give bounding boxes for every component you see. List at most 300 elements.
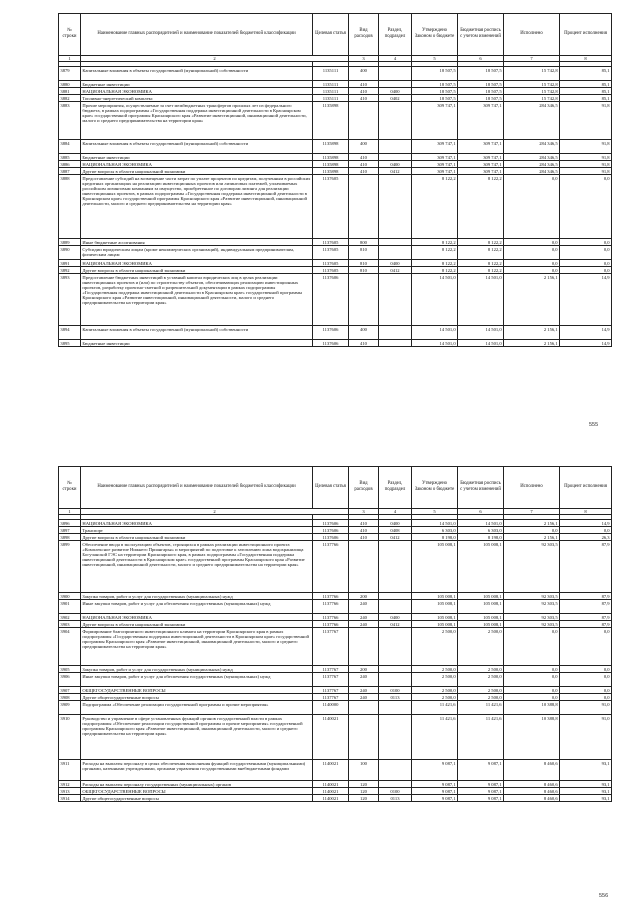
cell-name: Подпрограмма «Обеспечение реализации государственной программы и прочие мероприятия» (81, 701, 313, 715)
cell-executed: 10 388,8 (504, 701, 560, 715)
cell-name: Транспорт (81, 527, 313, 534)
table-row (59, 541, 612, 593)
cell-expense-type (349, 715, 379, 760)
cell-section (379, 340, 412, 347)
cell-percent: 0,0 (560, 246, 612, 260)
cell-executed: 0,0 (504, 687, 560, 694)
header-row (59, 14, 612, 56)
cell-approved: 14 501,0 (412, 340, 458, 347)
cell-approved: 309 747,1 (412, 154, 458, 161)
cell-expense-type: 410 (349, 534, 379, 541)
cell-executed: 2 156,1 (504, 340, 560, 347)
cell-executed: 0,0 (504, 239, 560, 246)
cell-executed: 10 388,8 (504, 715, 560, 760)
cell-name: НАЦИОНАЛЬНАЯ ЭКОНОМИКА (81, 161, 313, 168)
cell-executed: 0,0 (504, 527, 560, 534)
cell-budget-painting: 11 421,6 (458, 715, 504, 760)
cell-section (379, 701, 412, 715)
cell-approved: 2 500,0 (412, 687, 458, 694)
cell-budget-painting: 18 507,5 (458, 81, 504, 88)
cell-target-article: 1137767 (313, 687, 349, 694)
cell-name: Капитальные вложения в объекты государственной (муниципальной) собственности (81, 140, 313, 154)
cell-percent: 87,9 (560, 614, 612, 621)
cell-approved: 105 008,1 (412, 541, 458, 593)
table-row (59, 687, 612, 694)
cell-name: Бюджетные инвестиции (81, 340, 313, 347)
cell-row-number: 3888 (59, 175, 81, 239)
cell-section: 0400 (379, 520, 412, 527)
cell-executed: 284 346,5 (504, 168, 560, 175)
cell-budget-painting: 8 122,2 (458, 239, 504, 246)
cell-name: Обеспечение ввода в эксплуатацию объектов, строящихся в рамках реализации инвестиционного проекта «Комплексное развитие Нижнего Приангарья» и мероприятий по подготовке к затоплению ложа водохранилища Богучанской ГЭС на территории Красноярского края, в рамках подпрограммы «Государственная поддержка инвестиционной деятельности в Красноярском крае» государственной программы Красноярского края «Развитие инвестиционной, инновационной деятельности, малого и среднего предпринимательства на территории края» (81, 541, 313, 593)
cell-approved: 8 122,2 (412, 246, 458, 260)
cell-section (379, 246, 412, 260)
cell-expense-type: 410 (349, 88, 379, 95)
cell-row-number: 3898 (59, 534, 81, 541)
cell-budget-painting: 8 198,0 (458, 534, 504, 541)
cell-executed: 2 156,1 (504, 274, 560, 326)
cell-row-number: 3914 (59, 795, 81, 802)
cell-section: 0400 (379, 161, 412, 168)
cell-percent: 0,0 (560, 239, 612, 246)
table-row (59, 673, 612, 687)
cell-budget-painting: 9 087,1 (458, 760, 504, 781)
cell-row-number: 3887 (59, 168, 81, 175)
cell-expense-type: 810 (349, 260, 379, 267)
cell-section: 0113 (379, 795, 412, 802)
cell-expense-type: 810 (349, 246, 379, 260)
cell-approved: 8 122,2 (412, 239, 458, 246)
table-row (59, 246, 612, 260)
table-row (59, 326, 612, 340)
cell-executed: 8 460,6 (504, 760, 560, 781)
cell-budget-painting: 9 087,1 (458, 781, 504, 788)
cell-target-article: 1137606 (313, 527, 349, 534)
cell-name: Закупка товаров, работ и услуг для государственных (муниципальных) нужд (81, 666, 313, 673)
header-vr: Вид расходов (349, 14, 379, 56)
cell-percent: 14,9 (560, 274, 612, 326)
cell-approved: 309 747,1 (412, 161, 458, 168)
cell-expense-type: 120 (349, 788, 379, 795)
cell-percent: 91,8 (560, 140, 612, 154)
cell-expense-type: 240 (349, 694, 379, 701)
cell-budget-painting: 105 008,1 (458, 600, 504, 614)
cell-name: Другие общегосударственные вопросы (81, 795, 313, 802)
cell-expense-type (349, 274, 379, 326)
cell-row-number: 3882 (59, 95, 81, 102)
budget-table (58, 13, 612, 347)
header-razd: Раздел, подраздел (379, 14, 412, 56)
cell-row-number: 3911 (59, 760, 81, 781)
cell-budget-painting: 8 122,2 (458, 267, 504, 274)
cell-row-number: 3909 (59, 701, 81, 715)
cell-target-article: 1135111 (313, 95, 349, 102)
cell-expense-type: 410 (349, 81, 379, 88)
cell-expense-type: 410 (349, 340, 379, 347)
column-number: 2 (81, 55, 349, 61)
cell-percent: 0,0 (560, 527, 612, 534)
cell-approved: 18 507,5 (412, 81, 458, 88)
cell-section: 0400 (379, 88, 412, 95)
cell-section: 0412 (379, 267, 412, 274)
header-approved: Утверждено Законом о бюджете (412, 467, 458, 509)
header-name: Наименование главных распорядителей и наименование показателей бюджетной классификации (81, 467, 313, 509)
cell-approved: 18 507,5 (412, 67, 458, 81)
cell-target-article: 1137767 (313, 628, 349, 666)
cell-approved: 6 303,0 (412, 527, 458, 534)
cell-name: НАЦИОНАЛЬНАЯ ЭКОНОМИКА (81, 614, 313, 621)
cell-approved: 9 087,1 (412, 788, 458, 795)
cell-name: Предоставление субсидий на возмещение части затрат по уплате процентов по кредитам, полученным в российских кредитных организациях на реализацию инвестиционных проектов или лизинговых платежей, уплачиваемых российским лизинговым компаниям за имущество, приобретенное по договорам лизинга для реализации инвестиционных проектов, в рамках подпрограммы «Государственная поддержка инвестиционной деятельности в Красноярском крае» государственной программы Красноярского края «Развитие инвестиционной, инновационной деятельности, малого и среднего предпринимательства на территории края» (81, 175, 313, 239)
header-approved: Утверждено Законом о бюджете (412, 14, 458, 56)
cell-section (379, 81, 412, 88)
cell-target-article: 1140021 (313, 760, 349, 781)
table-row (59, 760, 612, 781)
table-row (59, 81, 612, 88)
cell-budget-painting: 2 500,0 (458, 628, 504, 666)
cell-executed: 0,0 (504, 694, 560, 701)
header-num: № строки (59, 14, 81, 56)
cell-percent: 0,0 (560, 687, 612, 694)
cell-expense-type: 100 (349, 760, 379, 781)
cell-approved: 9 087,1 (412, 760, 458, 781)
column-number: 3 (349, 508, 379, 514)
cell-target-article: 1140021 (313, 788, 349, 795)
cell-budget-painting: 8 122,2 (458, 246, 504, 260)
cell-budget-painting: 14 501,0 (458, 274, 504, 326)
header-code: Целевая статья (313, 14, 349, 56)
cell-target-article: 1135898 (313, 154, 349, 161)
cell-budget-painting: 14 501,0 (458, 326, 504, 340)
cell-row-number: 3889 (59, 239, 81, 246)
cell-row-number: 3899 (59, 541, 81, 593)
column-number: 1 (59, 55, 81, 61)
cell-target-article: 1137605 (313, 175, 349, 239)
cell-percent: 26,3 (560, 534, 612, 541)
report-page-1 (0, 0, 640, 440)
cell-expense-type: 240 (349, 614, 379, 621)
cell-approved: 2 500,0 (412, 666, 458, 673)
table-row (59, 267, 612, 274)
cell-approved: 14 501,0 (412, 326, 458, 340)
table-row (59, 534, 612, 541)
cell-name: Капитальные вложения в объекты государственной (муниципальной) собственности (81, 67, 313, 81)
cell-row-number: 3879 (59, 67, 81, 81)
table-row (59, 666, 612, 673)
header-name: Наименование главных распорядителей и наименование показателей бюджетной классификации (81, 14, 313, 56)
header-razd: Раздел, подраздел (379, 467, 412, 509)
cell-target-article: 1135898 (313, 140, 349, 154)
cell-approved: 105 008,1 (412, 593, 458, 600)
cell-row-number: 3883 (59, 102, 81, 140)
cell-section: 0412 (379, 168, 412, 175)
cell-approved: 2 500,0 (412, 673, 458, 687)
cell-budget-painting: 2 500,0 (458, 673, 504, 687)
cell-target-article: 1137766 (313, 541, 349, 593)
cell-target-article: 1137766 (313, 593, 349, 600)
cell-budget-painting: 309 747,1 (458, 102, 504, 140)
header-executed: Исполнено (504, 467, 560, 509)
table-row (59, 781, 612, 788)
cell-executed: 284 346,5 (504, 102, 560, 140)
cell-approved: 2 500,0 (412, 628, 458, 666)
cell-budget-painting: 9 087,1 (458, 788, 504, 795)
column-number: 1 (59, 508, 81, 514)
cell-budget-painting: 11 421,6 (458, 701, 504, 715)
cell-executed: 92 303,5 (504, 600, 560, 614)
cell-row-number: 3880 (59, 81, 81, 88)
cell-percent: 0,0 (560, 175, 612, 239)
cell-name: Расходы на выплаты персоналу государственных (муниципальных) органов (81, 781, 313, 788)
column-number: 6 (458, 508, 504, 514)
cell-budget-painting: 309 747,1 (458, 168, 504, 175)
cell-section: 0412 (379, 621, 412, 628)
cell-target-article: 1140000 (313, 701, 349, 715)
report-page-2 (0, 452, 640, 905)
cell-target-article: 1135111 (313, 88, 349, 95)
cell-approved: 8 122,2 (412, 175, 458, 239)
cell-expense-type (349, 701, 379, 715)
cell-executed: 2 156,1 (504, 326, 560, 340)
cell-percent: 93,1 (560, 781, 612, 788)
cell-row-number: 3901 (59, 600, 81, 614)
cell-row-number: 3892 (59, 267, 81, 274)
header-painting: Бюджетная роспись с учетом изменений (458, 14, 504, 56)
cell-budget-painting: 2 500,0 (458, 694, 504, 701)
cell-section: 0412 (379, 534, 412, 541)
cell-section (379, 600, 412, 614)
cell-approved: 309 747,1 (412, 168, 458, 175)
cell-expense-type: 400 (349, 326, 379, 340)
cell-executed: 284 346,5 (504, 161, 560, 168)
cell-section: 0402 (379, 95, 412, 102)
table-row (59, 239, 612, 246)
cell-percent: 91,8 (560, 102, 612, 140)
table-row (59, 600, 612, 614)
table-row (59, 628, 612, 666)
cell-row-number: 3910 (59, 715, 81, 760)
cell-row-number: 3894 (59, 326, 81, 340)
cell-budget-painting: 18 507,5 (458, 67, 504, 81)
cell-expense-type: 410 (349, 95, 379, 102)
cell-percent: 0,0 (560, 628, 612, 666)
cell-executed: 92 303,5 (504, 614, 560, 621)
header-painting: Бюджетная роспись с учетом изменений (458, 467, 504, 509)
cell-approved: 105 008,1 (412, 600, 458, 614)
cell-section: 0408 (379, 527, 412, 534)
cell-section (379, 175, 412, 239)
cell-expense-type: 120 (349, 781, 379, 788)
cell-approved: 14 501,0 (412, 520, 458, 527)
cell-expense-type: 240 (349, 687, 379, 694)
cell-name: НАЦИОНАЛЬНАЯ ЭКОНОМИКА (81, 520, 313, 527)
cell-target-article: 1137766 (313, 621, 349, 628)
cell-percent: 91,0 (560, 715, 612, 760)
cell-expense-type (349, 541, 379, 593)
column-number: 5 (412, 55, 458, 61)
cell-row-number: 3886 (59, 161, 81, 168)
cell-executed: 0,0 (504, 267, 560, 274)
cell-name: Другие вопросы в области национальной экономики (81, 534, 313, 541)
cell-target-article: 1137605 (313, 246, 349, 260)
cell-section: 0400 (379, 614, 412, 621)
cell-row-number: 3907 (59, 687, 81, 694)
cell-target-article: 1135898 (313, 161, 349, 168)
cell-name: ОБЩЕГОСУДАРСТВЕННЫЕ ВОПРОСЫ (81, 788, 313, 795)
column-number: 4 (379, 508, 412, 514)
cell-budget-painting: 9 087,1 (458, 795, 504, 802)
cell-percent: 87,9 (560, 600, 612, 614)
cell-expense-type: 240 (349, 673, 379, 687)
cell-budget-painting: 105 008,1 (458, 614, 504, 621)
cell-target-article: 1137766 (313, 600, 349, 614)
table-row (59, 168, 612, 175)
header-num: № строки (59, 467, 81, 509)
cell-name: Иные закупки товаров, работ и услуг для обеспечения государственных (муниципальных) нужд (81, 600, 313, 614)
cell-expense-type: 400 (349, 67, 379, 81)
cell-expense-type: 410 (349, 520, 379, 527)
cell-approved: 105 008,1 (412, 621, 458, 628)
table-row (59, 260, 612, 267)
cell-row-number: 3890 (59, 246, 81, 260)
cell-section (379, 274, 412, 326)
cell-expense-type: 240 (349, 621, 379, 628)
cell-expense-type (349, 175, 379, 239)
cell-approved: 11 421,6 (412, 715, 458, 760)
cell-budget-painting: 18 507,5 (458, 88, 504, 95)
cell-row-number: 3897 (59, 527, 81, 534)
cell-percent: 91,0 (560, 701, 612, 715)
cell-row-number: 3902 (59, 614, 81, 621)
cell-executed: 92 303,5 (504, 621, 560, 628)
cell-approved: 18 507,5 (412, 95, 458, 102)
table-row (59, 274, 612, 326)
cell-expense-type: 810 (349, 267, 379, 274)
cell-name: Бюджетные инвестиции (81, 154, 313, 161)
cell-section (379, 715, 412, 760)
cell-approved: 11 421,6 (412, 701, 458, 715)
cell-executed: 0,0 (504, 175, 560, 239)
cell-target-article: 1137767 (313, 673, 349, 687)
cell-budget-painting: 309 747,1 (458, 140, 504, 154)
cell-name: Другие вопросы в области национальной экономики (81, 621, 313, 628)
cell-name: Бюджетные инвестиции (81, 81, 313, 88)
cell-target-article: 1137606 (313, 534, 349, 541)
cell-executed: 0,0 (504, 246, 560, 260)
header-pct: Процент исполнения (560, 467, 612, 509)
page-number: 556 (599, 893, 609, 899)
cell-name: НАЦИОНАЛЬНАЯ ЭКОНОМИКА (81, 88, 313, 95)
cell-section (379, 673, 412, 687)
cell-expense-type: 800 (349, 239, 379, 246)
column-number: 2 (81, 508, 349, 514)
cell-budget-painting: 8 122,2 (458, 260, 504, 267)
column-number: 4 (379, 55, 412, 61)
table-row (59, 140, 612, 154)
cell-name: Предоставление бюджетных инвестиций в уставный капитал юридических лиц в целях реализации инвестиционных проектов и (или) по строительству объектов, обеспечивающих реализацию инвестиционных проектов, разработку проектно-сметной и разрешительной документации в рамках подпрограммы «Государственная поддержка инвестиционной деятельности в Красноярском крае» государственной программы Красноярского края «Развитие инвестиционной, инновационной деятельности, малого и среднего предпринимательства на территории края» (81, 274, 313, 326)
cell-section: 0100 (379, 788, 412, 795)
header-executed: Исполнено (504, 14, 560, 56)
cell-row-number: 3906 (59, 673, 81, 687)
cell-percent: 87,9 (560, 593, 612, 600)
cell-budget-painting: 14 501,0 (458, 520, 504, 527)
cell-percent: 91,8 (560, 161, 612, 168)
cell-budget-painting: 2 500,0 (458, 666, 504, 673)
cell-executed: 284 346,5 (504, 140, 560, 154)
cell-budget-painting: 309 747,1 (458, 154, 504, 161)
cell-executed: 2 156,1 (504, 534, 560, 541)
cell-executed: 15 742,8 (504, 67, 560, 81)
cell-target-article: 1137606 (313, 274, 349, 326)
cell-name: Капитальные вложения в объекты государственной (муниципальной) собственности (81, 326, 313, 340)
cell-row-number: 3905 (59, 666, 81, 673)
cell-expense-type (349, 628, 379, 666)
cell-approved: 9 087,1 (412, 795, 458, 802)
cell-percent: 93,1 (560, 788, 612, 795)
cell-row-number: 3884 (59, 140, 81, 154)
cell-percent: 14,9 (560, 326, 612, 340)
cell-row-number: 3908 (59, 694, 81, 701)
cell-target-article: 1140021 (313, 715, 349, 760)
cell-name: Субсидии юридическим лицам (кроме некоммерческих организаций), индивидуальным предпринимателям, физическим лицам (81, 246, 313, 260)
cell-target-article: 1135111 (313, 81, 349, 88)
cell-name: Другие вопросы в области национальной экономики (81, 168, 313, 175)
cell-percent: 87,9 (560, 541, 612, 593)
cell-name: Иные закупки товаров, работ и услуг для обеспечения государственных (муниципальных) нужд (81, 673, 313, 687)
column-number: 3 (349, 55, 379, 61)
cell-executed: 8 460,6 (504, 781, 560, 788)
header-vr: Вид расходов (349, 467, 379, 509)
cell-budget-painting: 18 507,5 (458, 95, 504, 102)
column-number: 8 (560, 55, 612, 61)
cell-row-number: 3900 (59, 593, 81, 600)
table-row (59, 527, 612, 534)
cell-target-article: 1137767 (313, 666, 349, 673)
cell-section (379, 102, 412, 140)
cell-expense-type (349, 102, 379, 140)
cell-expense-type: 240 (349, 600, 379, 614)
cell-percent: 91,8 (560, 154, 612, 161)
cell-expense-type: 200 (349, 593, 379, 600)
cell-name: Прочие мероприятия, осуществляемые за счет межбюджетных трансфертов прошлых лет из федерального бюджета, в рамках подпрограммы «Государственная поддержка инвестиционной деятельности в Красноярском крае» государственной программы Красноярского края «Развитие инвестиционной, инновационной деятельности, малого и среднего предпринимательства на территории края» (81, 102, 313, 140)
cell-executed: 8 460,6 (504, 795, 560, 802)
cell-name: Топливно-энергетический комплекс (81, 95, 313, 102)
column-number: 7 (504, 508, 560, 514)
table-row (59, 67, 612, 81)
table-row (59, 95, 612, 102)
cell-name: Иные бюджетные ассигнования (81, 239, 313, 246)
cell-expense-type: 410 (349, 154, 379, 161)
cell-target-article: 1137606 (313, 520, 349, 527)
cell-executed: 8 460,6 (504, 788, 560, 795)
cell-percent: 0,0 (560, 260, 612, 267)
cell-name: Руководство и управление в сфере установленных функций органов государственной власти в рамках подпрограммы «Обеспечение реализации государственной программы и прочие мероприятия» государственной программы Красноярского края «Развитие инвестиционной, инновационной деятельности, малого и среднего предпринимательства на территории края» (81, 715, 313, 760)
cell-name: Расходы на выплаты персоналу в целях обеспечения выполнения функций государственными (муниципальными) органами, казенными учреждениями, органами управления государственными внебюджетными фондами (81, 760, 313, 781)
table-row (59, 795, 612, 802)
cell-budget-painting: 105 008,1 (458, 621, 504, 628)
cell-section: 0113 (379, 694, 412, 701)
cell-approved: 8 198,0 (412, 534, 458, 541)
cell-name: НАЦИОНАЛЬНАЯ ЭКОНОМИКА (81, 260, 313, 267)
cell-executed: 0,0 (504, 673, 560, 687)
cell-target-article: 1137766 (313, 614, 349, 621)
cell-percent: 0,0 (560, 694, 612, 701)
cell-row-number: 3904 (59, 628, 81, 666)
cell-executed: 15 742,8 (504, 88, 560, 95)
cell-budget-painting: 105 008,1 (458, 593, 504, 600)
cell-section: 0100 (379, 687, 412, 694)
table-row (59, 88, 612, 95)
